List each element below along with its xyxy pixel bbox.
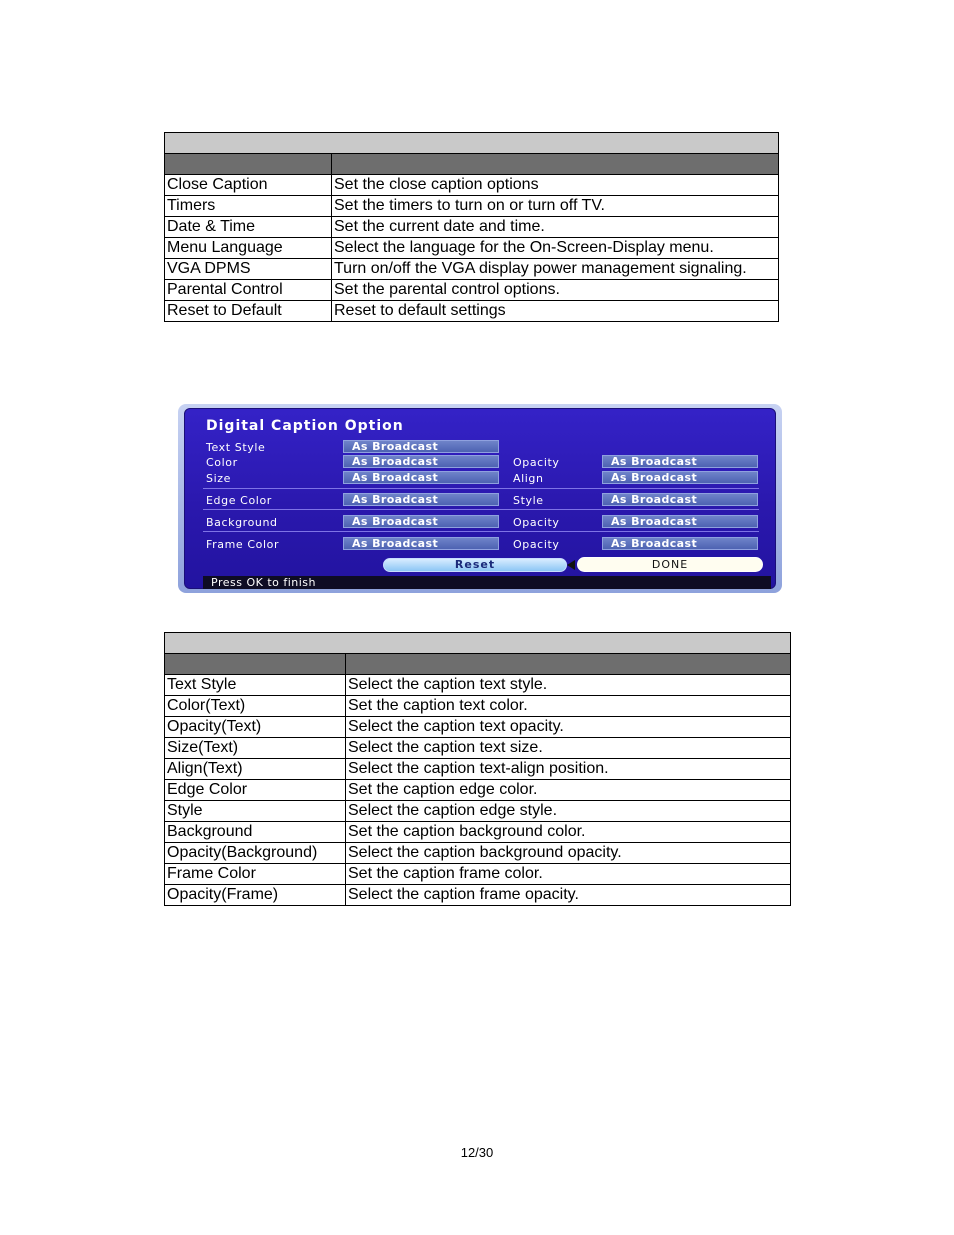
osd-label-text-style: Text Style [206, 441, 266, 454]
table-row [165, 717, 791, 738]
table-title-row [165, 633, 791, 654]
osd-reset-button[interactable]: Reset [383, 558, 567, 572]
row-description: Set the current date and time. [332, 217, 779, 238]
table-row [165, 696, 791, 717]
row-item: Opacity(Text) [165, 717, 346, 738]
table-title-cell [165, 133, 779, 154]
row-description: Set the close caption options [332, 175, 779, 196]
row-description: Set the caption frame color. [346, 864, 791, 885]
row-item: Opacity(Background) [165, 843, 346, 864]
osd-label-opacity-text: Opacity [513, 456, 560, 469]
row-description: Set the caption text color. [346, 696, 791, 717]
row-description: Select the caption text opacity. [346, 717, 791, 738]
osd-value-opacity-background[interactable]: As Broadcast [602, 515, 758, 528]
row-item: Color(Text) [165, 696, 346, 717]
osd-label-color: Color [206, 456, 238, 469]
settings-table [164, 132, 779, 322]
osd-label-align: Align [513, 472, 544, 485]
osd-panel [184, 408, 776, 589]
row-item: Frame Color [165, 864, 346, 885]
table-title-cell [165, 633, 791, 654]
osd-divider [203, 531, 759, 532]
osd-label-background: Background [206, 516, 278, 529]
table-row [165, 280, 779, 301]
row-description: Select the caption text-align position. [346, 759, 791, 780]
row-description: Set the timers to turn on or turn off TV. [332, 196, 779, 217]
row-description: Select the caption frame opacity. [346, 885, 791, 906]
header-cell-description [332, 154, 779, 175]
table-row [165, 843, 791, 864]
row-description: Turn on/off the VGA display power management signaling. [332, 259, 779, 280]
osd-label-frame-color: Frame Color [206, 538, 280, 551]
osd-label-size: Size [206, 472, 231, 485]
row-description: Set the caption background color. [346, 822, 791, 843]
row-item: Edge Color [165, 780, 346, 801]
osd-value-color[interactable]: As Broadcast [343, 455, 499, 468]
row-description: Select the language for the On-Screen-Display menu. [332, 238, 779, 259]
row-description: Select the caption text size. [346, 738, 791, 759]
header-cell-item [165, 154, 332, 175]
row-item: Timers [165, 196, 332, 217]
table-row [165, 175, 779, 196]
osd-divider [203, 488, 759, 489]
row-description: Set the parental control options. [332, 280, 779, 301]
osd-label-edge-color: Edge Color [206, 494, 272, 507]
osd-done-button[interactable]: DONE [577, 557, 763, 572]
osd-value-opacity-frame[interactable]: As Broadcast [602, 537, 758, 550]
table-row [165, 675, 791, 696]
table-row [165, 780, 791, 801]
row-item: Style [165, 801, 346, 822]
row-item: Opacity(Frame) [165, 885, 346, 906]
row-item: Menu Language [165, 238, 332, 259]
table-row [165, 822, 791, 843]
osd-value-frame-color[interactable]: As Broadcast [343, 537, 499, 550]
row-item: Close Caption [165, 175, 332, 196]
osd-value-style[interactable]: As Broadcast [602, 493, 758, 506]
osd-label-opacity-background: Opacity [513, 516, 560, 529]
row-description: Select the caption edge style. [346, 801, 791, 822]
table-row [165, 217, 779, 238]
row-item: Align(Text) [165, 759, 346, 780]
osd-value-opacity-text[interactable]: As Broadcast [602, 455, 758, 468]
row-item: VGA DPMS [165, 259, 332, 280]
osd-status-bar: Press OK to finish [203, 576, 771, 589]
osd-divider [203, 509, 759, 510]
osd-value-size[interactable]: As Broadcast [343, 471, 499, 484]
row-item: Text Style [165, 675, 346, 696]
table-row [165, 738, 791, 759]
osd-value-edge-color[interactable]: As Broadcast [343, 493, 499, 506]
table-row [165, 801, 791, 822]
header-cell-description [346, 654, 791, 675]
row-description: Select the caption text style. [346, 675, 791, 696]
table-row [165, 759, 791, 780]
row-item: Reset to Default [165, 301, 332, 322]
osd-label-style: Style [513, 494, 544, 507]
osd-title: Digital Caption Option [206, 418, 404, 434]
table-row [165, 301, 779, 322]
table-row [165, 238, 779, 259]
osd-value-text-style[interactable]: As Broadcast [343, 440, 499, 453]
row-item: Background [165, 822, 346, 843]
header-cell-item [165, 654, 346, 675]
table-row [165, 864, 791, 885]
page-number: 12/30 [460, 1145, 494, 1160]
row-item: Size(Text) [165, 738, 346, 759]
osd-value-background[interactable]: As Broadcast [343, 515, 499, 528]
row-item: Date & Time [165, 217, 332, 238]
table-row [165, 885, 791, 906]
row-item: Parental Control [165, 280, 332, 301]
osd-value-align[interactable]: As Broadcast [602, 471, 758, 484]
table-row [165, 196, 779, 217]
table-row [165, 259, 779, 280]
table-title-row [165, 133, 779, 154]
table-header-row [165, 154, 779, 175]
digital-caption-osd-screenshot [178, 404, 782, 593]
osd-label-opacity-frame: Opacity [513, 538, 560, 551]
row-description: Select the caption background opacity. [346, 843, 791, 864]
table-header-row [165, 654, 791, 675]
row-description: Set the caption edge color. [346, 780, 791, 801]
caption-options-table [164, 632, 791, 906]
selection-arrow-icon [567, 560, 575, 570]
row-description: Reset to default settings [332, 301, 779, 322]
